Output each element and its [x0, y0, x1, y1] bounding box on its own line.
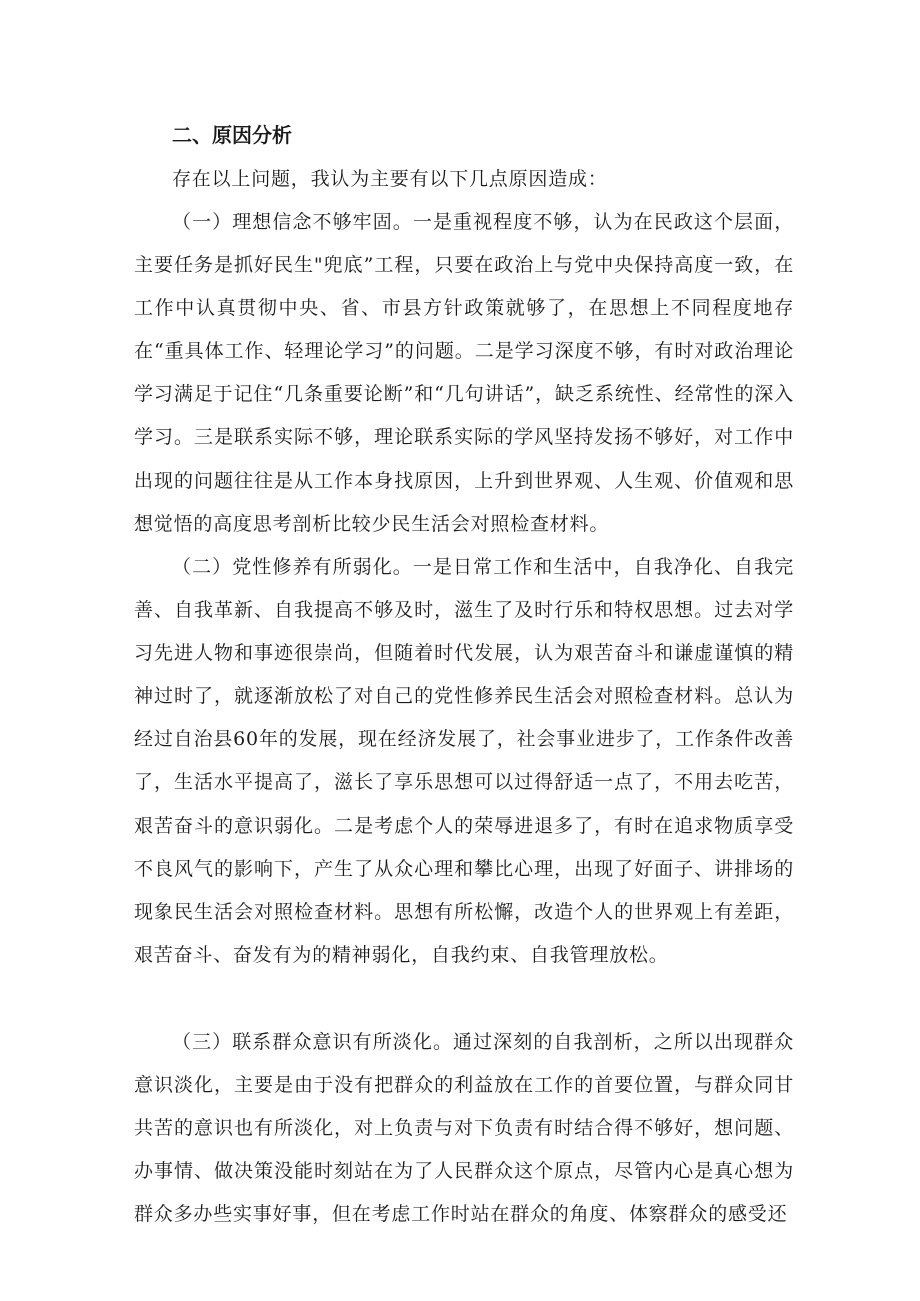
intro-paragraph: 存在以上问题，我认为主要有以下几点原因造成：	[172, 168, 608, 190]
paragraph-party-spirit: （二）党性修养有所弱化。一是日常工作和生活中，自我净化、自我完善、自我革新、自我提高不够及时，滋生了及时行乐和特权思想。过去对学习先进人物和事迹很崇尚，但随着时代发展，认为艰苦奋斗和谦虚谨慎的精神过时了，就逐渐放松了对自己的党性修养民生活会对照检查材料。总认为经过自治县60年的发展，现在经济发展了，社会事业进步了，工作条件改善了，生活水平提高了，滋长了享乐思想可以过得舒适一点了，不用去吃苦，艰苦奋斗的意识弱化。二是考虑个人的荣辱进退多了，有时在追求物质享受不良风气的影响下，产生了从众心理和攀比心理，出现了好面子、讲排场的现象民生活会对照检查材料。思想有所松懈，改造个人的世界观上有差距，艰苦奋斗、奋发有为的精神弱化，自我约束、自我管理放松。	[134, 556, 794, 966]
section-heading: 二、原因分析	[172, 123, 292, 147]
paragraph-ideals-beliefs: （一）理想信念不够牢固。一是重视程度不够，认为在民政这个层面，主要任务是抓好民生"兜底”工程，只要在政治上与党中央保持高度一致，在工作中认真贯彻中央、省、市县方针政策就够了，在思想上不同程度地存在“重具体工作、轻理论学习”的问题。二是学习深度不够，有时对政治理论学习满足于记住“几条重要论断”和“几句讲话”，缺乏系统性、经常性的深入学习。三是联系实际不够，理论联系实际的学风坚持发扬不够好，对工作中出现的问题往往是从工作本身找原因，上升到世界观、人生观、价值观和思想觉悟的高度思考剖析比较少民生活会对照检查材料。	[134, 211, 794, 535]
paragraph-mass-connection: （三）联系群众意识有所淡化。通过深刻的自我剖析，之所以出现群众意识淡化，主要是由于没有把群众的利益放在工作的首要位置，与群众同甘共苦的意识也有所淡化，对上负责与对下负责有时结合得不够好，想问题、办事情、做决策没能时刻站在为了人民群众这个原点，尽管内心是真心想为群众多办些实事好事，但在考虑工作时站在群众的角度、体察群众的感受还	[134, 1031, 794, 1226]
